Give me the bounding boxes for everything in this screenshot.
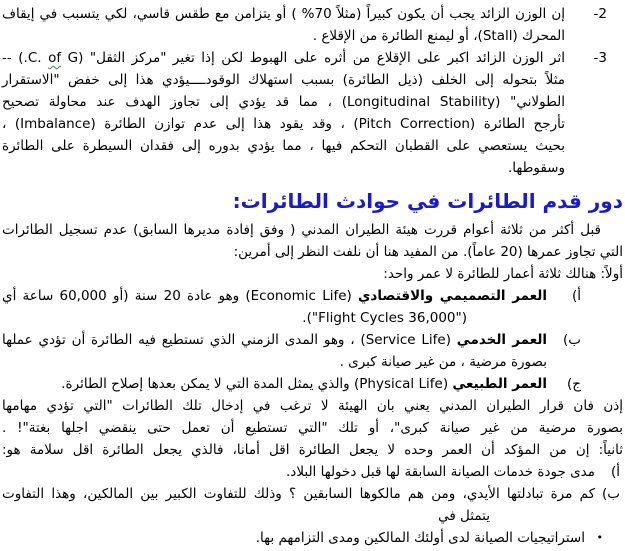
text-line <box>2 187 623 215</box>
text-segment: التي تجاوز عمرها (20 عاماً). من المفيد هنا أن نلفت النظر إلى أمرين: <box>233 244 623 260</box>
text-segment: العمر الخدمي <box>456 332 548 348</box>
text-line <box>2 25 565 47</box>
text-block <box>2 187 623 215</box>
text-segment: (Service Life) ، وهو المدى الزمني الذي تستطيع فيه الطائرة أن تؤدي عملها <box>2 332 457 348</box>
text-segment: كم مرة تبادلتها الأيدي، ومن هم مالكوها السابقين ؟ وذلك للتفاوت الكبير بين المالكين، وهذا التفاوت <box>2 486 595 502</box>
text-block <box>2 461 595 483</box>
text-block <box>2 219 623 285</box>
text-line <box>2 439 623 461</box>
text-segment: ثانياً: إن من المؤكد أن العمر وحده لا يجعل الطائرة اقل أمانا، فالذي يجعل الطائرة اقل سلامة هو: <box>2 442 623 458</box>
text-segment: تأرجح الطائرة (Pitch Correction) ، وقد يقود هذا إلى عدم توازن الطائرة (Imbalance) ، <box>2 116 566 132</box>
numbered-item <box>2 47 623 179</box>
text-segment: بصورة مرضية من غير صيانة كبرى"، أو تلك "التي تستطيع أن تعمل حتى ينقضي اجلها بغتة"! . <box>2 420 623 436</box>
text-segment: المحرك (Stall)، أو ليمنع الطائرة من الإقلاع . <box>312 28 565 44</box>
list-marker: ب) <box>563 332 581 348</box>
text-block <box>2 373 547 395</box>
paragraph <box>2 395 623 439</box>
list-marker: ب) <box>602 486 620 502</box>
list-marker: أ) <box>571 288 581 304</box>
text-segment: إن الوزن الزائد يجب أن يكون كبيراً (مثلاً 70% ) أو يتزامن مع طقس قاسي، لكي يتسبب في إيقاف <box>2 6 565 22</box>
text-line <box>2 483 595 505</box>
text-segment: دور قدم الطائرات في حوادث الطائرات: <box>232 189 623 213</box>
lettered-item <box>2 329 623 373</box>
text-line <box>2 135 565 157</box>
text-segment: (Economic Life) وهو عادة 20 سنة (أو 60,000 ساعة أي <box>2 288 359 304</box>
text-segment: قبل أكثر من ثلاثة أعوام قررت هيئة الطيران المدني ( وفق إفادة مديرها السابق) عدم تسجيل الطائرات <box>2 222 601 238</box>
text-line <box>2 505 595 527</box>
text-segment: يتمثل في <box>438 508 490 524</box>
text-segment: إذن فان قرار الطيران المدني يعني بان الهيئة لا ترغب في إدخال تلك الطائرات "التي تؤدي مهامها <box>2 398 623 414</box>
text-line <box>2 329 547 351</box>
text-line <box>2 417 623 439</box>
numbered-item <box>2 3 623 47</box>
text-segment: اثر الوزن الزائد اكبر على الإقلاع من أثره على الهبوط لكن إذا تغير "مركز الثقل" (C. <box>27 50 566 66</box>
lettered-item <box>2 483 623 527</box>
text-block <box>2 439 623 461</box>
lettered-item <box>2 285 623 329</box>
text-line <box>2 285 547 307</box>
lettered-item <box>2 461 623 483</box>
text-line <box>2 395 623 417</box>
text-segment: مدى جودة خدمات الصيانة السابقة لها قبل دخولها البلاد. <box>286 464 595 480</box>
text-block <box>2 395 623 439</box>
list-marker: -3 <box>593 50 607 66</box>
text-segment: العمر التصميمي والاقتصادي <box>358 288 547 304</box>
text-line <box>2 527 585 549</box>
lettered-item <box>2 373 623 395</box>
text-segment: العمر الطبيعي <box>452 376 547 392</box>
list-marker: أ) <box>610 464 620 480</box>
paragraph <box>2 439 623 461</box>
spellcheck-underlined-word: of <box>48 50 62 66</box>
text-segment: الطولاني" (Longitudinal Stability) ، مما قد يؤدي إلى تجاوز الهدف عند محاولة تصحيح <box>2 94 566 110</box>
section-heading <box>2 187 623 215</box>
text-block <box>2 483 595 527</box>
text-segment: استراتيجيات الصيانة لدى أولئك المالكين ومدى التزامهم بها. <box>255 530 585 546</box>
text-line <box>2 351 547 373</box>
text-line <box>2 157 565 179</box>
paragraph <box>2 219 623 285</box>
text-block <box>2 3 565 47</box>
text-line <box>2 263 623 285</box>
text-line <box>2 69 565 91</box>
text-line <box>2 241 623 263</box>
text-segment: (Physical Life) والذي يمثل المدة التي لا يمكن بعدها إصلاح الطائرة. <box>61 376 453 392</box>
text-block <box>2 329 547 373</box>
text-line <box>2 47 565 69</box>
text-line <box>2 219 623 241</box>
text-block <box>2 527 585 549</box>
text-block <box>2 285 547 329</box>
text-line <box>2 3 565 25</box>
text-segment: ("36,000 Flight Cycles"). <box>302 310 467 326</box>
text-line <box>2 113 565 135</box>
text-segment: مثلاً بتحوله إلى الخلف (ذيل الطائرة) بسبب استهلاك الوقودــــيؤدي هذا إلى خفض "الاستقرار <box>2 72 565 88</box>
text-line <box>2 91 565 113</box>
text-line <box>2 307 547 329</box>
list-marker: ج) <box>567 376 581 392</box>
bullet-icon: • <box>596 531 603 544</box>
text-line <box>2 373 547 395</box>
text-segment: G.) -- <box>2 50 79 66</box>
text-segment: بصورة مرضية ، من غير صيانة كبرى . <box>339 354 547 370</box>
text-line <box>2 461 595 483</box>
text-block <box>2 47 565 179</box>
text-segment: وسقوطها. <box>507 160 565 176</box>
text-segment: بحيث يستعصي على القطبان التحكم فيها ، مما يؤدي بدوره إلى فقدان السيطرة على الطائرة <box>2 138 565 154</box>
bullet-item <box>2 527 623 549</box>
text-segment: أولاً: هنالك ثلاثة أعمار للطائرة لا عمر واحد: <box>383 266 623 282</box>
list-marker: -2 <box>593 6 607 22</box>
